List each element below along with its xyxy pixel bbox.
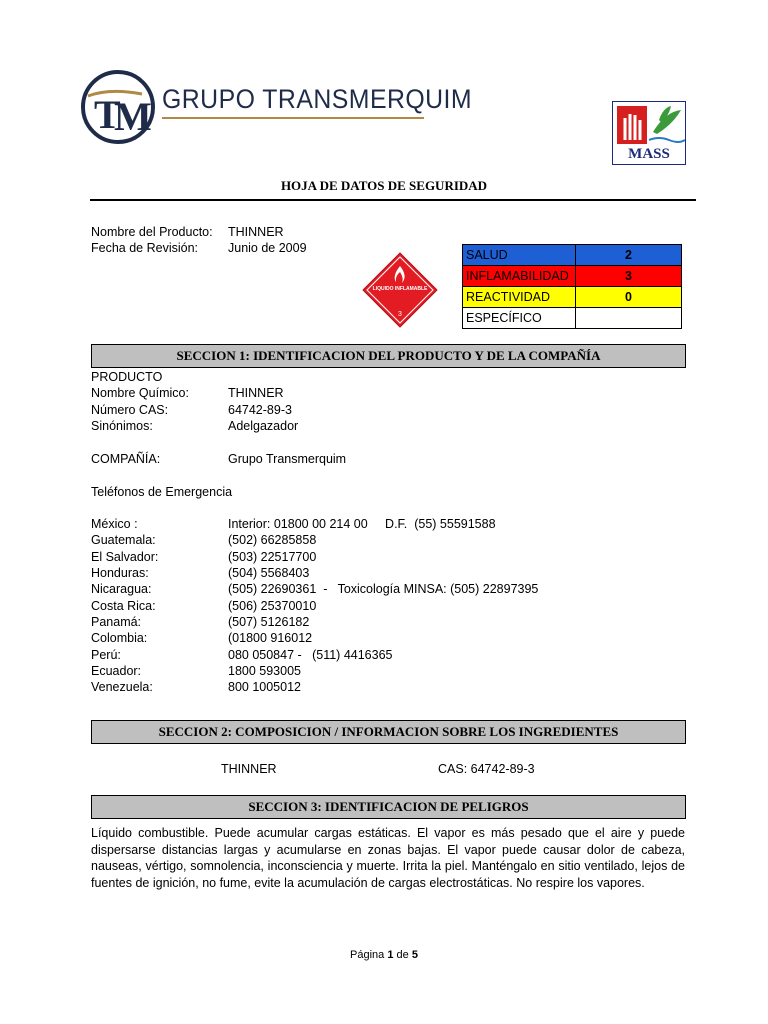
- company-logo-text: GRUPO TRANSMERQUIM: [162, 84, 473, 114]
- page-current: 1: [387, 949, 394, 961]
- phone-country: Venezuela:: [91, 680, 153, 694]
- phone-number: (504) 5568403: [228, 566, 310, 580]
- phone-number: (01800 916012: [228, 631, 313, 645]
- hazard-label: ESPECÍFICO: [463, 308, 576, 329]
- ingredient-name: THINNER: [221, 762, 277, 776]
- section-1-header: SECCION 1: IDENTIFICACION DEL PRODUCTO Y DE LA COMPAÑÍA: [91, 344, 686, 368]
- phone-country: Nicaragua:: [91, 582, 152, 596]
- phone-number: (507) 5126182: [228, 615, 310, 629]
- page-total: 5: [411, 949, 418, 961]
- revision-date-value: Junio de 2009: [228, 241, 307, 255]
- phone-number: (505) 22690361 - Toxicología MINSA: (505) 22897395: [228, 582, 539, 596]
- company-value: Grupo Transmerquim: [228, 452, 347, 466]
- hazard-row-inflamabilidad: [463, 266, 682, 287]
- product-name-label: Nombre del Producto:: [91, 225, 213, 239]
- chemical-name-label: Nombre Químico:: [91, 386, 189, 400]
- mass-logo-text: MASS: [628, 146, 670, 162]
- phone-country: Guatemala:: [91, 533, 156, 547]
- hazard-row-especifico: [463, 308, 682, 329]
- mass-logo: [612, 101, 686, 165]
- synonyms-label: Sinónimos:: [91, 419, 153, 433]
- page-footer: [0, 949, 768, 961]
- phone-country: Ecuador:: [91, 664, 142, 678]
- logo-underline: [162, 117, 424, 119]
- hazard-label: SALUD: [463, 245, 576, 266]
- cas-number-value: 64742-89-3: [228, 403, 292, 417]
- phone-country: México :: [91, 517, 138, 531]
- phone-country: Honduras:: [91, 566, 149, 580]
- phone-number: 1800 593005: [228, 664, 301, 678]
- phone-number: Interior: 01800 00 214 00 D.F. (55) 55591588: [228, 517, 496, 531]
- chemical-name-value: THINNER: [228, 386, 284, 400]
- phone-country: El Salvador:: [91, 550, 159, 564]
- hazard-value: 0: [576, 287, 682, 308]
- phone-country: Panamá:: [91, 615, 142, 629]
- phone-number: (506) 25370010: [228, 599, 317, 613]
- phone-number: (502) 66285858: [228, 533, 317, 547]
- emergency-phones-heading: Teléfonos de Emergencia: [91, 485, 233, 499]
- hazard-description: Líquido combustible. Puede acumular cargas estáticas. El vapor es más pesado que el aire y puede dispersarse distancias largas y acumularse en zonas bajas. El vapor puede causar dolor de cabeza, nauseas, vértigo, somnolencia, inconsciencia y muerte. Irrita la piel. Manténgalo en sitio ventilado, lejos de fuentes de ignición, no fume, evite la acumulación de cargas electrostáticas. No respire los vapores.: [91, 826, 685, 890]
- phone-country: Colombia:: [91, 631, 148, 645]
- hazard-rating-table: [462, 244, 682, 329]
- phone-number: 800 1005012: [228, 680, 301, 694]
- hazard-value: 3: [576, 266, 682, 287]
- revision-date-label: Fecha de Revisión:: [91, 241, 199, 255]
- transmerquim-logo-icon: [80, 66, 162, 148]
- document-title: HOJA DE DATOS DE SEGURIDAD: [280, 178, 488, 193]
- ingredient-cas: CAS: 64742-89-3: [438, 762, 535, 776]
- phone-number: 080 050847 - (511) 4416365: [228, 648, 393, 662]
- producto-heading: PRODUCTO: [91, 370, 163, 384]
- diamond-class-number: 3: [398, 311, 402, 318]
- cas-number-label: Número CAS:: [91, 403, 169, 417]
- hazard-label: REACTIVIDAD: [463, 287, 576, 308]
- product-name-value: THINNER: [228, 225, 284, 239]
- phone-country: Perú:: [91, 648, 121, 662]
- svg-text:M: M: [114, 94, 152, 139]
- synonyms-value: Adelgazador: [228, 419, 299, 433]
- hazard-label: INFLAMABILIDAD: [463, 266, 576, 287]
- mass-hand-leaf-icon: [613, 102, 685, 146]
- title-divider: [90, 199, 696, 201]
- svg-text:T: T: [94, 92, 121, 137]
- hazard-row-reactividad: [463, 287, 682, 308]
- of-word: de: [396, 949, 409, 961]
- flammable-liquid-diamond-icon: [362, 252, 438, 328]
- phone-country: Costa Rica:: [91, 599, 156, 613]
- company-label: COMPAÑÍA:: [91, 452, 161, 466]
- page-word: Página: [350, 949, 385, 961]
- section-2-header: SECCION 2: COMPOSICION / INFORMACION SOBRE LOS INGREDIENTES: [91, 720, 686, 744]
- diamond-label: LIQUIDO INFLAMABLE: [372, 286, 428, 292]
- hazard-value: [576, 308, 682, 329]
- section-3-header: SECCION 3: IDENTIFICACION DE PELIGROS: [91, 795, 686, 819]
- phone-number: (503) 22517700: [228, 550, 317, 564]
- hazard-value: 2: [576, 245, 682, 266]
- hazard-row-salud: [463, 245, 682, 266]
